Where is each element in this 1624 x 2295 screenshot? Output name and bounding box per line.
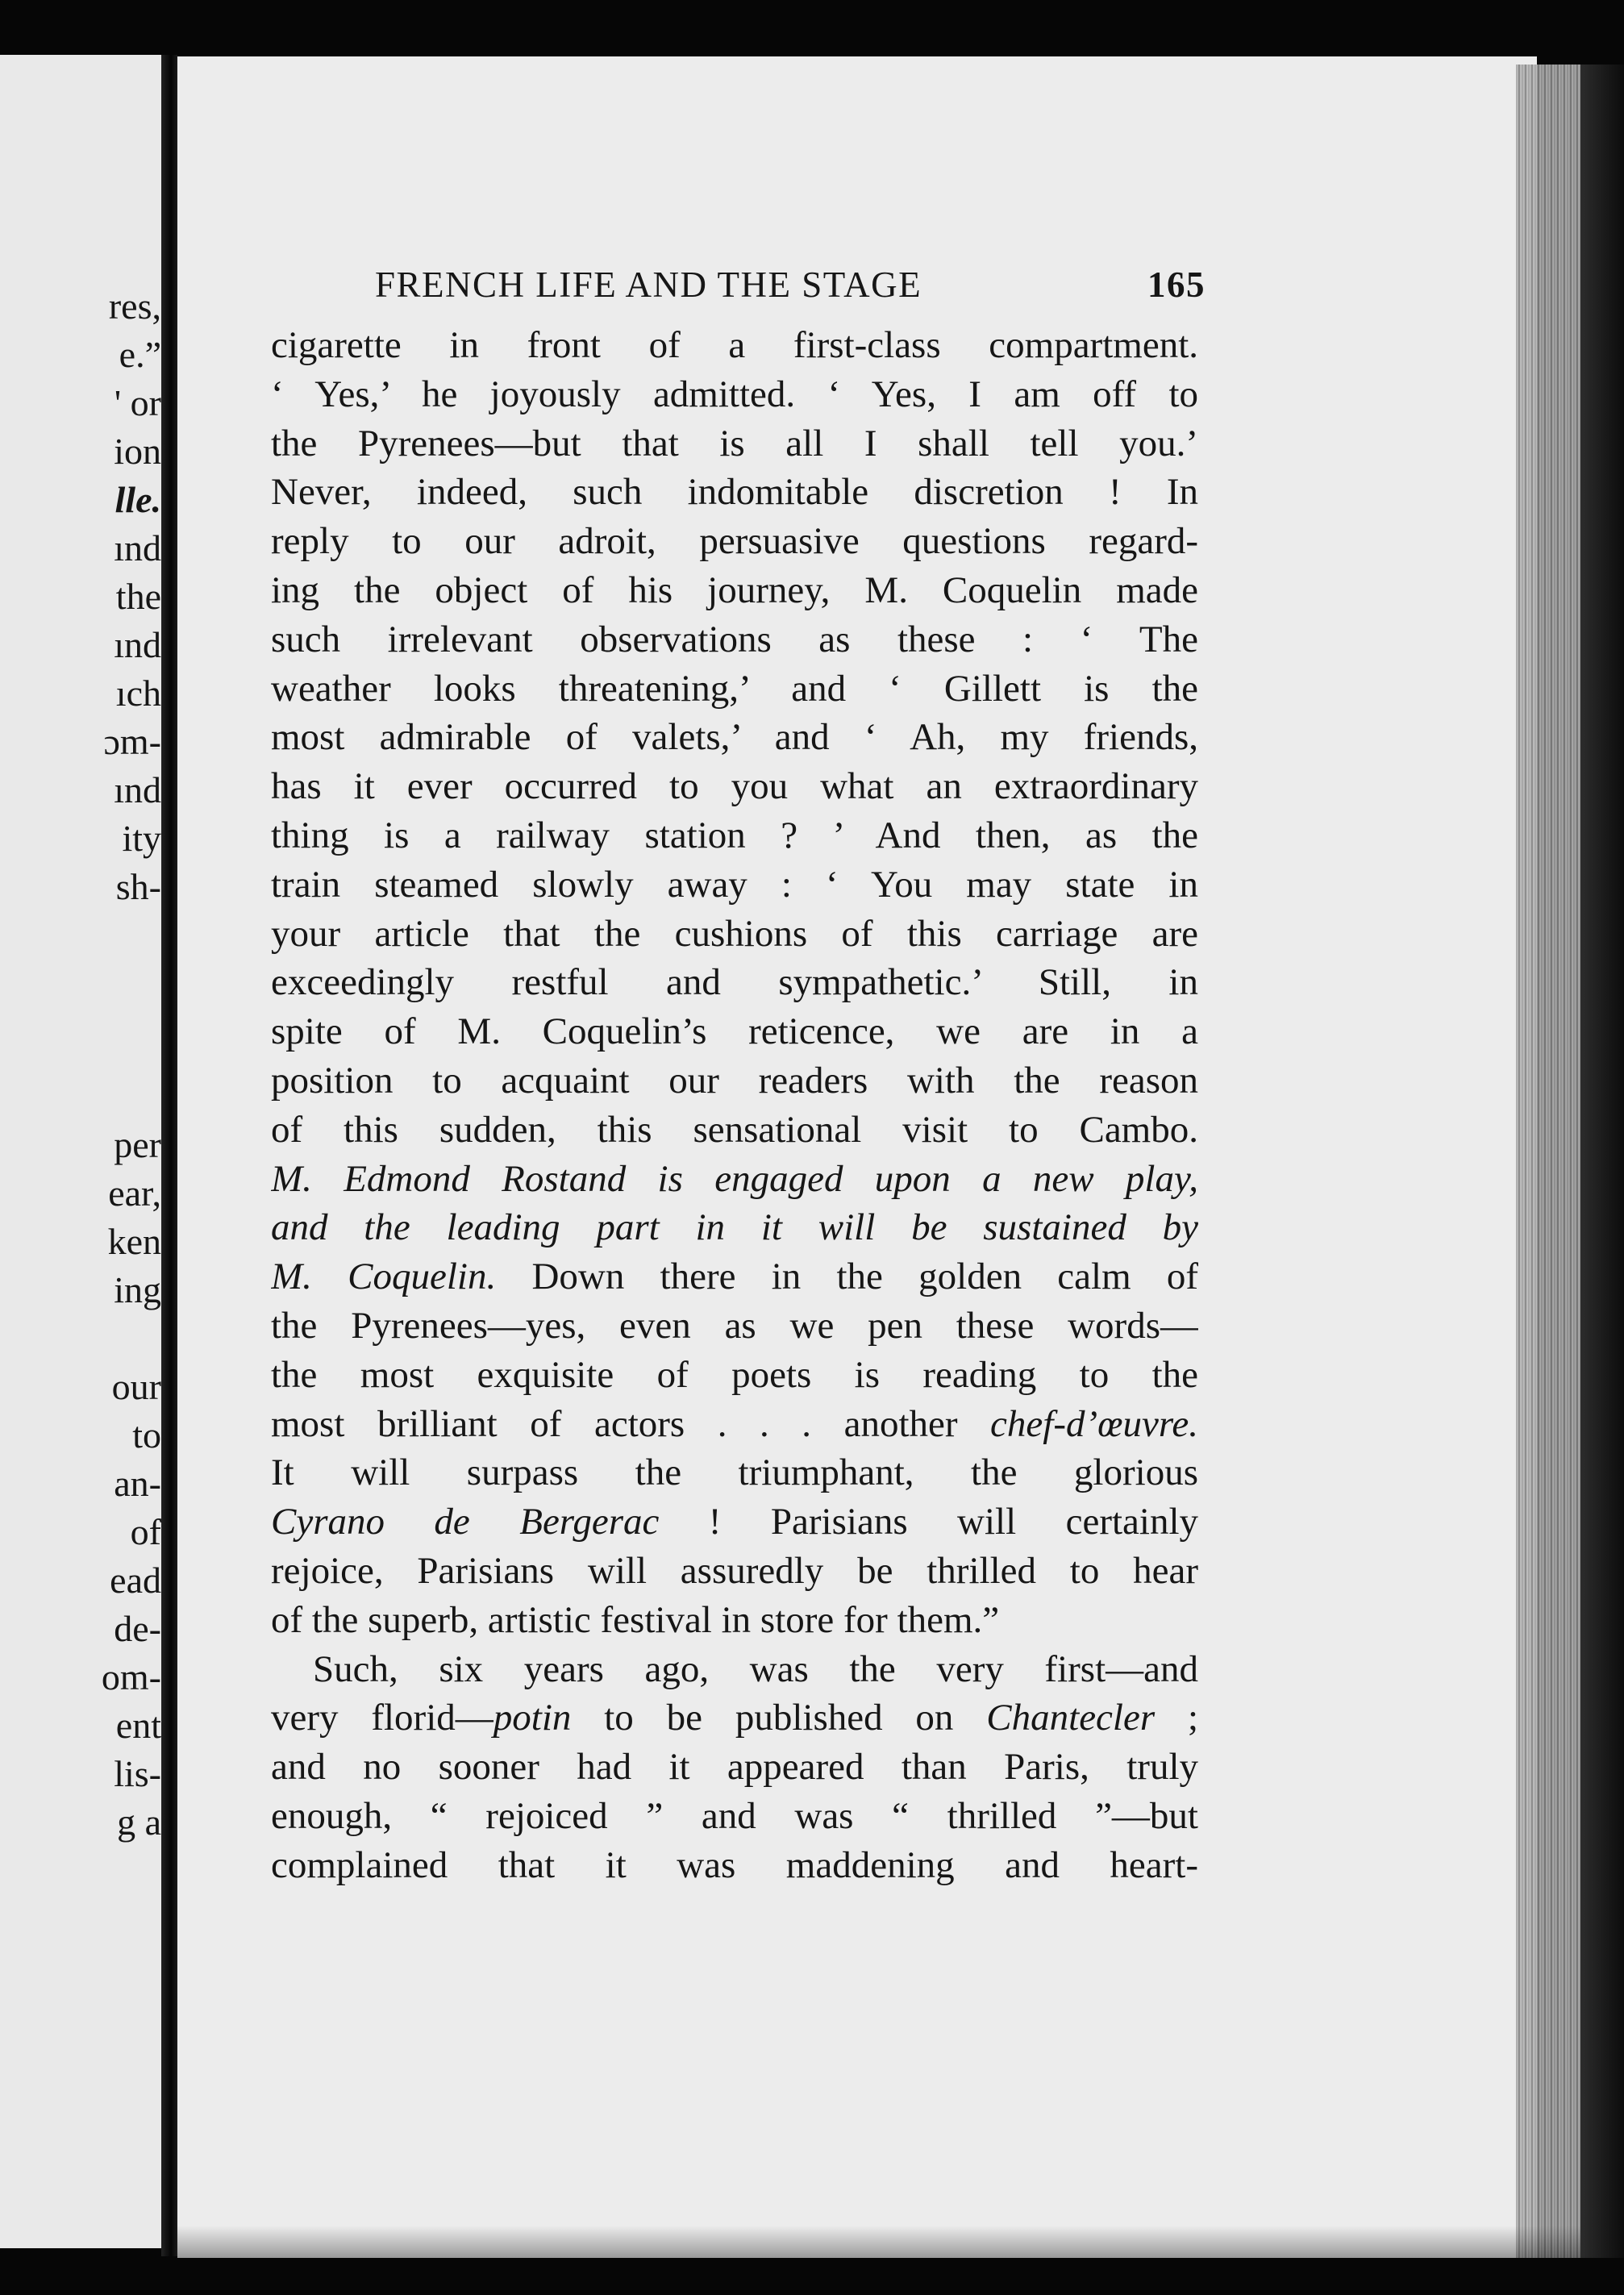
text-line [271,1743,1198,1792]
page-bottom-shadow [177,2226,1580,2258]
text-line [271,910,1198,959]
left-page-fragment: an- [114,1463,161,1504]
text-run: most brilliant of actors . . . another [271,1402,991,1445]
text-run: ! Parisians will certainly [659,1501,1198,1543]
text-run: most admirable of valets,’ and ‘ Ah, my friends, [271,716,1198,759]
left-page-fragment: to [132,1414,161,1456]
text-run: exceedingly restful and sympathetic.’ Still, in [271,961,1198,1004]
italic-run: potin [493,1697,572,1739]
body-text [271,321,1198,1890]
text-line [271,468,1198,517]
page-number: 165 [1147,264,1206,305]
text-line [271,860,1198,910]
text-run: weather looks threatening,’ and ‘ Gillett is the [271,667,1198,710]
text-run: spite of M. Coquelin’s reticence, we are in a [271,1010,1198,1053]
text-run: train steamed slowly away : ‘ You may state in [271,863,1198,906]
text-run: and no sooner had it appeared than Paris, truly [271,1746,1198,1789]
text-run: ; [1155,1697,1198,1739]
text-line [271,1448,1198,1497]
text-run: the Pyrenees—yes, even as we pen these words— [271,1304,1198,1347]
text-line [271,811,1198,860]
left-page-fragment: e.” [119,334,161,375]
text-run: It will surpass the triumphant, the glorious [271,1452,1198,1494]
left-page-fragment: om- [101,1656,161,1697]
text-run: position to acquaint our readers with the reason [271,1059,1198,1102]
italic-run: and the leading part in it will be sustained by [271,1206,1198,1249]
text-run: enough, “ rejoiced ” and was “ thrilled ”—but [271,1794,1198,1837]
left-page-fragment: ion [114,431,161,472]
text-run: of this sudden, this sensational visit to Cambo. [271,1108,1198,1151]
left-page-fragment: de- [114,1608,161,1649]
text-line [271,1351,1198,1400]
left-page-fragment: ken [107,1221,161,1262]
left-page-fragment: per [114,1124,161,1165]
text-line [271,1547,1198,1596]
text-run: of the superb, artistic festival in store for them.” [271,1598,1000,1641]
text-line [271,1400,1198,1449]
left-page-fragment: ınd [114,527,161,569]
text-line [271,1841,1198,1890]
left-page-fragment: ınd [114,624,161,665]
text-line [271,1497,1198,1547]
italic-run: M. Edmond Rostand is engaged upon a new play, [271,1157,1198,1200]
text-line [271,1252,1198,1302]
left-page-fragment: g a [117,1801,161,1843]
left-page-fragment: ɔm- [103,721,161,762]
text-line [271,1302,1198,1351]
text-line [271,419,1198,469]
left-page-fragment: ear, [108,1172,161,1214]
left-page-fragment: ent [115,1705,161,1746]
italic-run: Chantecler [986,1697,1156,1739]
left-page-fragment: ıch [115,673,161,714]
text-line [271,1645,1198,1694]
text-run: Down there in the golden calm of [496,1256,1198,1298]
text-line [271,1155,1198,1204]
text-line [271,566,1198,615]
text-run: cigarette in front of a first-class compartment. [271,324,1198,366]
left-page-fragment: our [111,1366,161,1407]
text-run: rejoice, Parisians will assuredly be thrilled to hear [271,1549,1198,1592]
italic-run: chef-d’œuvre. [990,1402,1198,1445]
left-page-fragment: ing [114,1269,161,1310]
text-run: your article that the cushions of this carriage are [271,912,1198,955]
text-line [271,1203,1198,1252]
running-header-title: FRENCH LIFE AND THE STAGE [375,264,922,305]
text-line [271,958,1198,1007]
book-gutter [161,55,177,2256]
left-page-fragment: lis- [114,1753,161,1794]
left-page-fragment: ' or [114,382,161,423]
text-line [271,762,1198,811]
text-run: has it ever occurred to you what an extraordinary [271,765,1198,808]
text-line [271,517,1198,566]
text-run: Such, six years ago, was the very first—and [313,1647,1198,1690]
text-run: the Pyrenees—but that is all I shall tell you.’ [271,422,1198,464]
book-cover-edge [1580,65,1624,2258]
text-line [271,321,1198,370]
left-page-fragment: sh- [115,866,161,907]
text-run: thing is a railway station ? ’ And then, as the [271,814,1198,856]
text-run: very florid— [271,1697,493,1739]
italic-run: M. Coquelin. [271,1256,497,1298]
text-run: the most exquisite of poets is reading to the [271,1353,1198,1396]
left-page-fragment: ity [122,818,161,859]
text-line [271,1693,1198,1743]
text-run: reply to our adroit, persuasive questions regard- [271,520,1198,563]
left-page-fragment: the [115,576,161,617]
text-line [271,1007,1198,1056]
text-run: to be published on [571,1697,987,1739]
text-run: ‘ Yes,’ he joyously admitted. ‘ Yes, I am off to [271,373,1198,415]
left-page-fragment: ınd [114,769,161,810]
text-line [271,1106,1198,1155]
left-page-fragment: ead [110,1560,161,1601]
text-run: ing the object of his journey, M. Coquelin made [271,569,1198,611]
text-line [271,1596,1198,1645]
left-page-fragment: of [130,1511,161,1552]
italic-run: Cyrano de Bergerac [271,1501,660,1543]
left-page-fragment: lle. [115,479,161,520]
running-header [375,256,1206,313]
text-line [271,1792,1198,1841]
text-run: Never, indeed, such indomitable discretion ! In [271,471,1198,514]
left-page-fragment: res, [108,285,161,327]
text-run: complained that it was maddening and heart- [271,1843,1198,1886]
text-line [271,370,1198,419]
text-line [271,1056,1198,1106]
page-edges [1516,65,1580,2258]
text-line [271,713,1198,762]
left-facing-page [0,55,164,2248]
text-line [271,664,1198,714]
text-run: such irrelevant observations as these : ‘ The [271,618,1198,660]
text-line [271,615,1198,664]
